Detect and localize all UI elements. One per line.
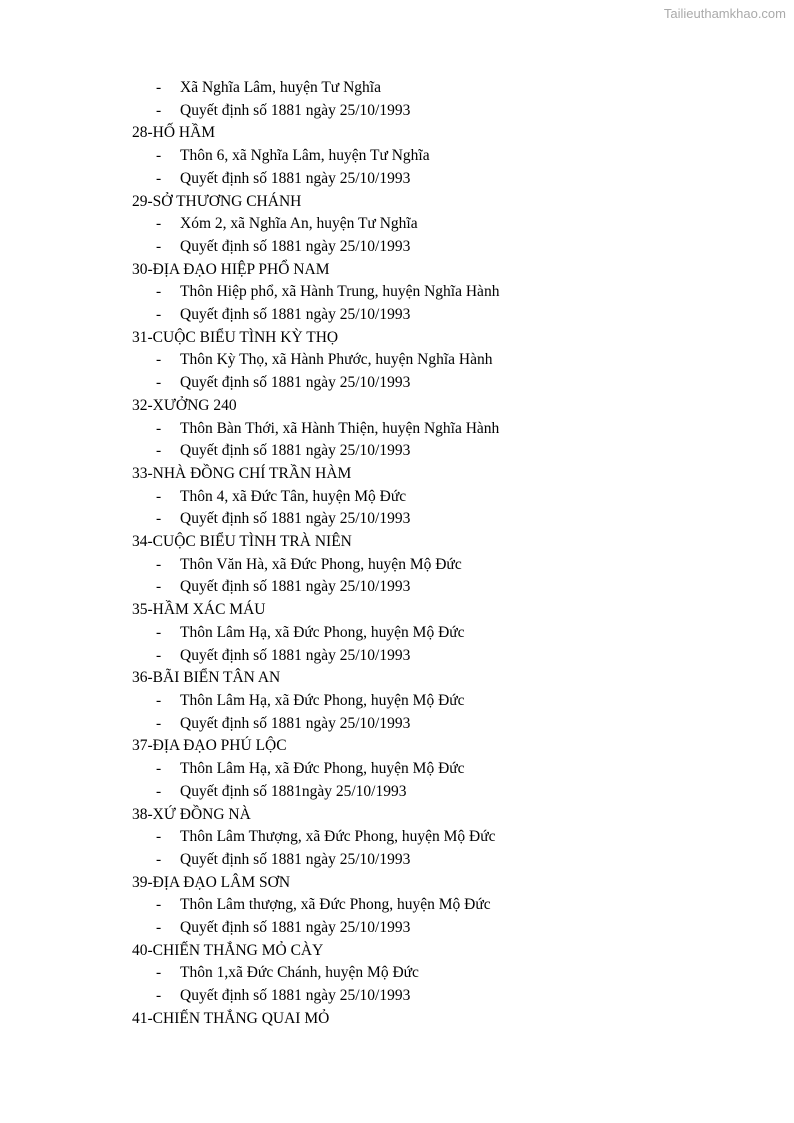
- dash-bullet-icon: -: [156, 623, 162, 641]
- site-detail-item: [132, 349, 772, 372]
- site-heading: 41-CHIẾN THẮNG QUAI MỎ: [132, 1009, 330, 1027]
- site-heading: 36-BÃI BIỂN TÂN AN: [132, 669, 281, 687]
- site-detail-item: [132, 781, 772, 804]
- site-detail-text: Quyết định số 1881 ngày 25/10/1993: [180, 987, 411, 1005]
- dash-bullet-icon: -: [156, 760, 162, 778]
- site-detail-item: [132, 145, 772, 168]
- site-detail-text: Quyết định số 1881 ngày 25/10/1993: [180, 850, 411, 868]
- dash-bullet-icon: -: [156, 283, 162, 301]
- site-detail-item: [132, 554, 772, 577]
- site-detail-text: Thôn Bàn Thới, xã Hành Thiện, huyện Nghĩa Hành: [180, 419, 500, 437]
- site-heading: 40-CHIẾN THẮNG MỎ CÀY: [132, 941, 324, 959]
- site-detail-text: Quyết định số 1881 ngày 25/10/1993: [180, 374, 411, 392]
- site-detail-item: [132, 849, 772, 872]
- site-heading: 39-ĐỊA ĐẠO LÂM SƠN: [132, 873, 291, 891]
- site-detail-item: [132, 622, 772, 645]
- site-detail-item: [132, 372, 772, 395]
- site-detail-item: [132, 985, 772, 1008]
- site-detail-text: Thôn 6, xã Nghĩa Lâm, huyện Tư Nghĩa: [180, 147, 430, 165]
- site-heading: 33-NHÀ ĐỒNG CHÍ TRẦN HÀM: [132, 464, 352, 482]
- site-detail-text: Thôn Lâm Hạ, xã Đức Phong, huyện Mộ Đức: [180, 623, 465, 641]
- site-detail-item: [132, 281, 772, 304]
- site-detail-text: Quyết định số 1881ngày 25/10/1993: [180, 782, 407, 800]
- site-detail-text: Thôn Lâm Thượng, xã Đức Phong, huyện Mộ Đức: [180, 828, 496, 846]
- site-detail-text: Thôn Văn Hà, xã Đức Phong, huyện Mộ Đức: [180, 555, 462, 573]
- dash-bullet-icon: -: [156, 919, 162, 937]
- dash-bullet-icon: -: [156, 419, 162, 437]
- dash-bullet-icon: -: [156, 964, 162, 982]
- site-detail-item: [132, 576, 772, 599]
- site-detail-text: Quyết định số 1881 ngày 25/10/1993: [180, 646, 411, 664]
- site-detail-text: Quyết định số 1881 ngày 25/10/1993: [180, 237, 411, 255]
- site-detail-text: Thôn Lâm Hạ, xã Đức Phong, huyện Mộ Đức: [180, 760, 465, 778]
- dash-bullet-icon: -: [156, 79, 162, 96]
- site-detail-text: Quyết định số 1881 ngày 25/10/1993: [180, 442, 411, 460]
- site-detail-item: [132, 962, 772, 985]
- watermark: Tailieuthamkhao.com: [663, 6, 786, 21]
- dash-bullet-icon: -: [156, 896, 162, 914]
- dash-bullet-icon: -: [156, 578, 162, 596]
- dash-bullet-icon: -: [156, 147, 162, 165]
- document-body: [132, 77, 772, 1031]
- site-detail-item: [132, 826, 772, 849]
- dash-bullet-icon: -: [156, 215, 162, 233]
- site-heading: 31-CUỘC BIỂU TÌNH KỲ THỌ: [132, 328, 339, 346]
- site-detail-item: [132, 917, 772, 940]
- site-heading: 37-ĐỊA ĐẠO PHÚ LỘC: [132, 737, 287, 755]
- dash-bullet-icon: -: [156, 101, 162, 119]
- dash-bullet-icon: -: [156, 442, 162, 460]
- dash-bullet-icon: -: [156, 646, 162, 664]
- dash-bullet-icon: -: [156, 987, 162, 1005]
- dash-bullet-icon: -: [156, 850, 162, 868]
- site-detail-item: [132, 418, 772, 441]
- dash-bullet-icon: -: [156, 691, 162, 709]
- site-detail-item: [132, 758, 772, 781]
- site-detail-text: Quyết định số 1881 ngày 25/10/1993: [180, 578, 411, 596]
- site-heading: 34-CUỘC BIỂU TÌNH TRÀ NIÊN: [132, 533, 352, 551]
- site-heading: 30-ĐỊA ĐẠO HIỆP PHỔ NAM: [132, 260, 330, 278]
- site-detail-item: [132, 440, 772, 463]
- site-detail-item: [132, 236, 772, 259]
- site-detail-text: Xóm 2, xã Nghĩa An, huyện Tư Nghĩa: [180, 215, 418, 233]
- site-detail-item: [132, 304, 772, 327]
- site-heading: 32-XƯỞNG 240: [132, 396, 237, 414]
- site-detail-item: [132, 100, 772, 123]
- dash-bullet-icon: -: [156, 237, 162, 255]
- site-detail-item: [132, 486, 772, 509]
- site-detail-text: Xã Nghĩa Lâm, huyện Tư Nghĩa: [180, 79, 381, 96]
- site-detail-text: Thôn Kỳ Thọ, xã Hành Phước, huyện Nghĩa Hành: [180, 351, 493, 369]
- dash-bullet-icon: -: [156, 487, 162, 505]
- site-heading: 35-HẦM XÁC MÁU: [132, 601, 266, 619]
- site-heading: 38-XỨ ĐỒNG NÀ: [132, 805, 251, 823]
- dash-bullet-icon: -: [156, 828, 162, 846]
- site-detail-item: [132, 213, 772, 236]
- dash-bullet-icon: -: [156, 169, 162, 187]
- site-heading: 29-SỞ THƯƠNG CHÁNH: [132, 192, 302, 210]
- site-detail-text: Quyết định số 1881 ngày 25/10/1993: [180, 919, 411, 937]
- dash-bullet-icon: -: [156, 782, 162, 800]
- site-detail-item: [132, 713, 772, 736]
- dash-bullet-icon: -: [156, 555, 162, 573]
- dash-bullet-icon: -: [156, 306, 162, 324]
- site-detail-text: Thôn 1,xã Đức Chánh, huyện Mộ Đức: [180, 964, 419, 982]
- site-detail-item: [132, 645, 772, 668]
- site-detail-text: Quyết định số 1881 ngày 25/10/1993: [180, 169, 411, 187]
- site-detail-item: [132, 894, 772, 917]
- dash-bullet-icon: -: [156, 374, 162, 392]
- dash-bullet-icon: -: [156, 351, 162, 369]
- site-detail-text: Thôn Lâm thượng, xã Đức Phong, huyện Mộ Đức: [180, 896, 491, 914]
- site-detail-text: Quyết định số 1881 ngày 25/10/1993: [180, 101, 411, 119]
- site-detail-item: [132, 168, 772, 191]
- site-detail-item: [132, 690, 772, 713]
- site-detail-text: Thôn 4, xã Đức Tân, huyện Mộ Đức: [180, 487, 407, 505]
- dash-bullet-icon: -: [156, 510, 162, 528]
- site-heading: 28-HỐ HẦM: [132, 124, 216, 142]
- site-detail-text: Quyết định số 1881 ngày 25/10/1993: [180, 306, 411, 324]
- site-detail-text: Thôn Hiệp phổ, xã Hành Trung, huyện Nghĩa Hành: [180, 283, 500, 301]
- site-detail-item: [132, 77, 772, 100]
- site-detail-text: Thôn Lâm Hạ, xã Đức Phong, huyện Mộ Đức: [180, 691, 465, 709]
- site-detail-text: Quyết định số 1881 ngày 25/10/1993: [180, 714, 411, 732]
- site-detail-item: [132, 508, 772, 531]
- dash-bullet-icon: -: [156, 714, 162, 732]
- site-detail-text: Quyết định số 1881 ngày 25/10/1993: [180, 510, 411, 528]
